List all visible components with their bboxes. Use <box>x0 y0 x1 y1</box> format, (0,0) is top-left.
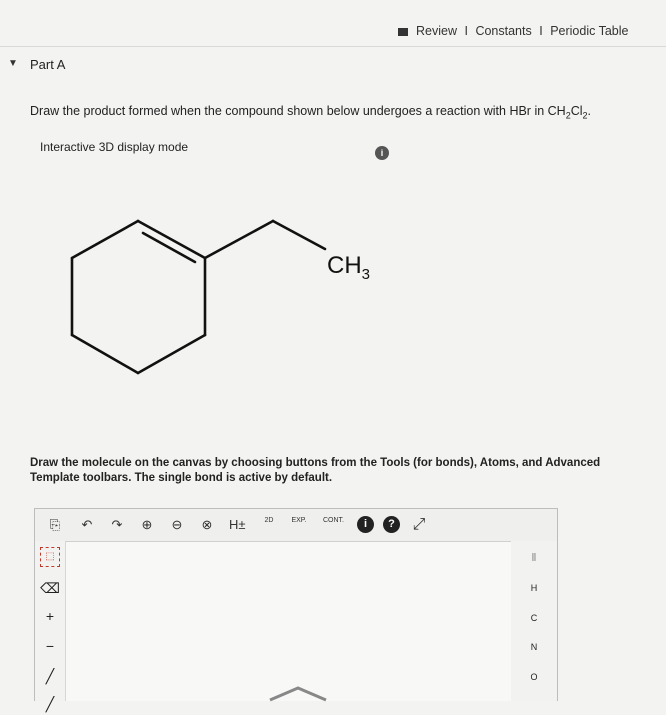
atom-button-c[interactable]: C <box>530 613 538 623</box>
info-icon[interactable]: i <box>357 516 374 533</box>
bond-tool-icon[interactable]: ╱ <box>45 696 55 712</box>
atom-button-h[interactable]: H <box>530 583 538 593</box>
top-bar <box>0 0 666 48</box>
redo-icon[interactable]: ↷ <box>111 517 123 532</box>
review-link[interactable]: Review <box>416 24 457 38</box>
2d-button[interactable]: 2D <box>264 517 274 524</box>
drawing-editor <box>34 508 558 712</box>
instructions-text: Draw the molecule on the canvas by choosing buttons from the Tools (for bonds), Atoms, and Advanced Template toolbars. The single bond is active by default. <box>30 457 601 484</box>
periodic-table-icon[interactable]: ⣿ <box>531 554 537 561</box>
atom-button-n[interactable]: N <box>530 642 538 652</box>
collapse-arrow-icon[interactable]: ▼ <box>8 58 18 69</box>
single-bond-icon[interactable]: ╱ <box>45 668 55 684</box>
question-main: Draw the product formed when the compound shown below undergoes a reaction with HBr in CH <box>30 104 566 118</box>
link-separator: I <box>464 24 468 38</box>
methyl-label-sub: 3 <box>361 266 371 283</box>
part-title[interactable]: Part A <box>30 57 66 72</box>
display-mode-label: Interactive 3D display mode <box>40 140 189 154</box>
left-tool-palette <box>35 541 66 712</box>
ethyl-chain <box>205 221 325 258</box>
fullscreen-icon[interactable]: ⤢ <box>412 516 426 533</box>
template-toolbar-edge-icon <box>268 686 328 700</box>
constants-link[interactable]: Constants <box>475 24 532 38</box>
question-text <box>30 104 591 121</box>
info-icon[interactable]: i <box>375 146 389 160</box>
increase-charge-icon[interactable]: + <box>45 608 55 624</box>
reset-icon[interactable]: ⊗ <box>201 517 213 532</box>
question-end: . <box>587 104 592 118</box>
header-divider <box>0 46 666 47</box>
resource-links <box>398 24 628 38</box>
eraser-icon[interactable]: ⌫ <box>40 580 60 596</box>
molecule-structure <box>55 205 371 375</box>
zoom-out-icon[interactable]: ⊖ <box>171 517 183 532</box>
h-toggle-button[interactable]: H± <box>229 517 246 532</box>
periodic-table-link[interactable]: Periodic Table <box>550 24 629 38</box>
cyclohexene-ring <box>72 221 205 373</box>
help-icon[interactable]: ? <box>383 516 400 533</box>
zoom-in-icon[interactable]: ⊕ <box>141 517 153 532</box>
drawing-canvas[interactable] <box>66 542 511 701</box>
subscript: 2 <box>565 110 571 121</box>
methyl-label-main: CH <box>327 252 362 279</box>
review-icon <box>398 28 408 36</box>
expand-structure-button[interactable]: EXP. <box>291 517 307 524</box>
contract-structure-button[interactable]: CONT. <box>323 517 344 524</box>
methyl-label <box>327 252 370 283</box>
atom-palette <box>511 541 557 701</box>
decrease-charge-icon[interactable]: − <box>45 638 55 654</box>
editor-toolbar <box>35 509 557 542</box>
link-separator: I <box>539 24 543 38</box>
question-mid: Cl <box>570 104 583 118</box>
select-tool-icon[interactable]: ⬚ <box>40 547 60 567</box>
subscript: 2 <box>582 110 588 121</box>
atom-button-o[interactable]: O <box>530 672 538 682</box>
copy-icon[interactable]: ⎘ <box>49 517 61 532</box>
undo-icon[interactable]: ↶ <box>81 517 93 532</box>
